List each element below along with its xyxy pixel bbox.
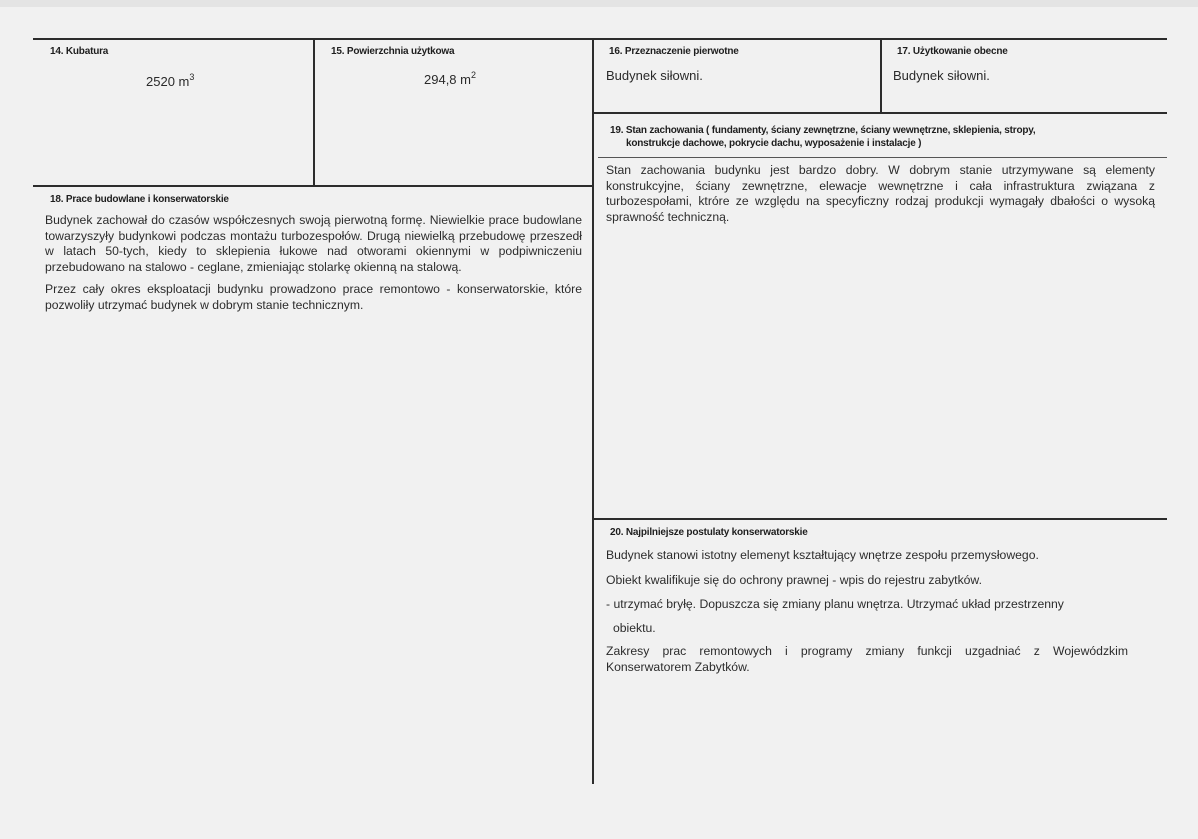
- field-16-przeznaczenie: [609, 45, 877, 58]
- field-17-value: Budynek siłowni.: [893, 68, 990, 83]
- field-20-body: [606, 547, 1128, 675]
- field-15-unit-superscript: 2: [470, 70, 476, 80]
- field-18-paragraph-2: Przez cały okres eksploatacji budynku prowadzono prace remontowo - konserwatorskie, które pozwoliły utrzymać budynek w dobrym stanie technicznym.: [45, 282, 582, 312]
- field-14-value-text: 2520 m: [146, 74, 190, 89]
- field-16-label: 16. Przeznaczenie pierwotne: [609, 46, 739, 57]
- field-19-text: Stan zachowania budynku jest bardzo dobry. W dobrym stanie utrzymywane są elementy konstrukcyjne, ściany zewnętrzne, elewacje wewnętrzne i cała infrastruktura związana z turbozespołami, ktróre ze względu na specyficzny rodzaj produkcji wymagały dbałości o wysoką sprawność techniczną.: [606, 163, 1155, 224]
- field-20-label: 20. Najpilniejsze postulaty konserwatorskie: [610, 527, 808, 538]
- page-top-edge: [0, 0, 1198, 7]
- field-20-line-3: - utrzymać bryłę. Dopuszcza się zmiany planu wnętrza. Utrzymać układ przestrzenny: [606, 597, 1064, 611]
- field-20-postulaty: [610, 526, 1165, 539]
- top-rule: [33, 38, 1167, 40]
- divider-14-15: [313, 38, 315, 187]
- field-19-stan-zachowania: [610, 124, 1165, 150]
- field-18-label: 18. Prace budowlane i konserwatorskie: [50, 194, 229, 205]
- rule-above-18: [33, 185, 593, 187]
- field-17-label: 17. Użytkowanie obecne: [897, 46, 1008, 57]
- field-18-paragraph-1: Budynek zachował do czasów współczesnych swoją pierwotną formę. Niewielkie prace budowlane towarzyszyły budynkowi podczas montażu turbozespołów. Drugą niewielką przebudowę przeszedł w latach 50-tych, kiedy to sklepienia łukowe nad otworami okiennymi w podpiwniczeniu przebudowano na stalowo - ceglane, zmieniając stolarkę okienną na stalową.: [45, 213, 582, 274]
- rule-under-16-17: [592, 112, 1167, 114]
- field-19-label-line1: 19. Stan zachowania ( fundamenty, ściany zewnętrzne, ściany wewnętrzne, sklepienia, stropy,: [610, 125, 1036, 136]
- field-15-powierzchnia: [331, 45, 589, 58]
- rule-above-20: [592, 518, 1167, 520]
- field-15-label: 15. Powierzchnia użytkowa: [331, 46, 455, 57]
- field-20-line-4: obiektu.: [613, 621, 656, 635]
- field-18-prace: [50, 193, 580, 206]
- field-14-label: 14. Kubatura: [50, 46, 109, 57]
- field-15-value: [424, 70, 476, 87]
- field-19-label-line2: konstrukcje dachowe, pokrycie dachu, wyposażenie i instalacje ): [626, 138, 922, 149]
- divider-16-17: [880, 38, 882, 113]
- field-20-line-1: Budynek stanowi istotny elemenyt kształtujący wnętrze zespołu przemysłowego.: [606, 548, 1039, 562]
- field-17-uzytkowanie: [897, 45, 1165, 58]
- field-15-value-text: 294,8 m: [424, 72, 471, 87]
- field-19-body: [606, 163, 1155, 225]
- field-14-unit-superscript: 3: [189, 72, 195, 82]
- rule-under-19-header: [598, 157, 1167, 158]
- field-16-value: Budynek siłowni.: [606, 68, 703, 83]
- field-18-body: [45, 213, 582, 313]
- field-14-value: [146, 72, 194, 89]
- field-20-line-2: Obiekt kwalifikuje się do ochrony prawnej - wpis do rejestru zabytków.: [606, 573, 982, 587]
- field-14-kubatura: [50, 45, 310, 58]
- divider-15-16: [592, 38, 594, 784]
- field-20-line-5: Zakresy prac remontowych i programy zmiany funkcji uzgadniać z Wojewódzkim Konserwatorem Zabytków.: [606, 644, 1128, 674]
